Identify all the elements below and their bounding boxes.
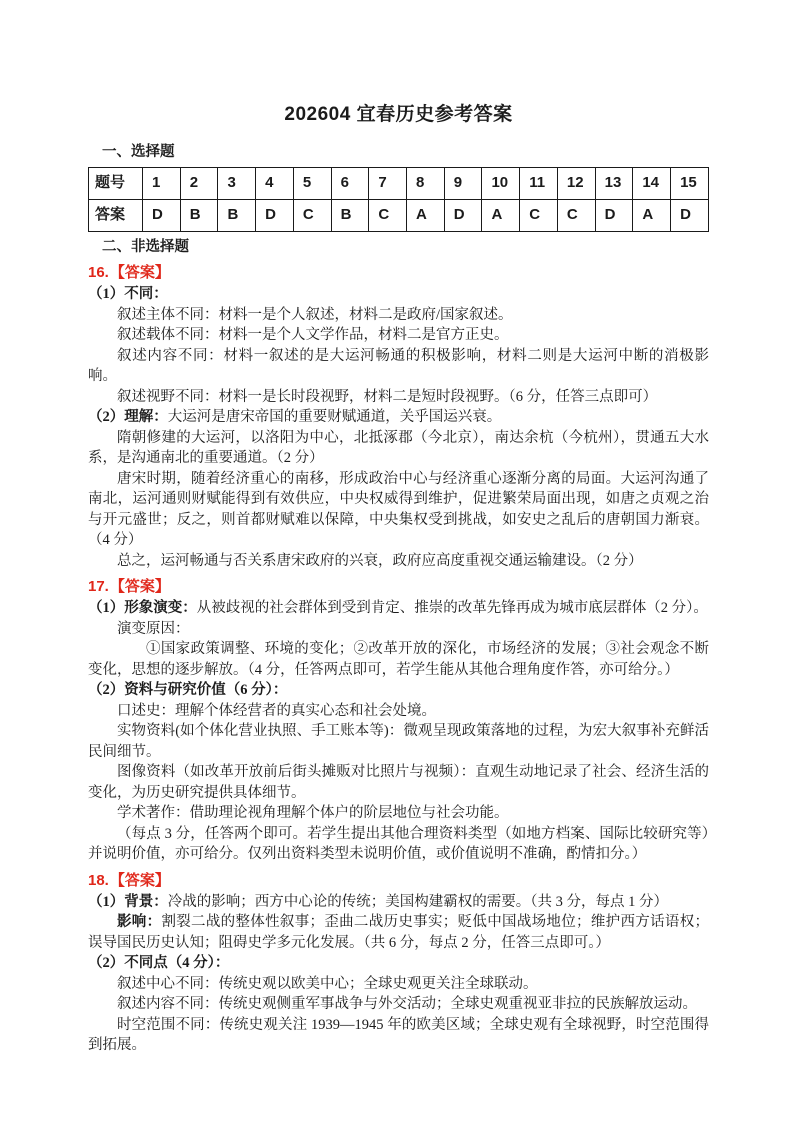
paragraph-label: 影响： <box>117 914 162 930</box>
answer-cell: A <box>407 199 445 231</box>
question-block <box>88 576 709 865</box>
table-row <box>89 199 709 231</box>
answer-cell: D <box>444 199 482 231</box>
answer-paragraph: 叙述视野不同：材料一是长时段视野，材料二是短时段视野。（6 分，任答三点即可） <box>117 388 658 405</box>
answer-cell: A <box>633 199 671 231</box>
answer-paragraph: 图像资料（如改革开放前后街头摊贩对比照片与视频）：直观生动地记录了社会、经济生活的变化，为历史研究提供具体细节。 <box>88 764 709 801</box>
question-number-cell: 13 <box>595 167 633 199</box>
answer-cell: A <box>482 199 520 231</box>
answer-paragraph: 总之，运河畅通与否关系唐宋政府的兴衰，政府应高度重视交通运输建设。（2 分） <box>117 552 643 569</box>
question-number-cell: 4 <box>256 167 294 199</box>
answer-cell: D <box>671 199 709 231</box>
question-number-cell: 14 <box>633 167 671 199</box>
paragraph-label: （1）背景： <box>88 893 168 910</box>
question-number-cell: 6 <box>331 167 369 199</box>
answer-paragraph: 叙述主体不同：材料一是个人叙述，材料二是政府/国家叙述。 <box>117 306 513 323</box>
answer-paragraph <box>88 680 709 701</box>
question-number-cell: 2 <box>180 167 218 199</box>
answer-paragraph: 叙述载体不同：材料一是个人文学作品，材料二是官方正史。 <box>117 327 509 343</box>
page-title: 202604 宜春历史参考答案 <box>284 104 513 125</box>
answer-paragraph: （每点 3 分，任答两个即可。若学生提出其他合理资料类型（如地方档案、国际比较研究等）并说明价值，亦可给分。仅列出资料类型未说明价值，或价值说明不准确，酌情扣分。） <box>88 825 709 862</box>
section-heading-choice: 一、选择题 <box>102 144 175 160</box>
answer-cell: C <box>293 199 331 231</box>
row-label-cell: 题号 <box>89 167 143 199</box>
answer-tag: 【答案】 <box>109 265 170 281</box>
answer-paragraph: 唐宋时期，随着经济重心的南移，形成政治中心与经济重心逐渐分离的局面。大运河沟通了南北，运河通则财赋能得到有效供应，中央权威得到维护，促进繁荣局面出现，如唐之贞观之治与开元盛世；反之，则首都财赋难以保障，中央集权受到挑战，如安史之乱后的唐朝国力渐衰。（4 分） <box>88 470 709 548</box>
answer-paragraph: 实物资料(如个体化营业执照、手工账本等)：微观呈现政策落地的过程，为宏大叙事补充鲜活民间细节。 <box>88 723 709 760</box>
question-number-cell: 7 <box>369 167 407 199</box>
row-label-cell: 答案 <box>89 199 143 231</box>
question-number: 17. <box>88 578 109 595</box>
paragraph-label: （2）不同点（4 分）： <box>88 955 230 971</box>
answer-paragraph <box>88 953 709 974</box>
answer-table <box>88 167 709 232</box>
answer-paragraph <box>88 284 709 305</box>
answer-cell: B <box>180 199 218 231</box>
answer-paragraph: 影响：割裂二战的整体性叙事；歪曲二战历史事实；贬低中国战场地位；维护西方话语权；误导国民历史认知；阻碍史学多元化发展。（共 6 分，每点 2 分，任答三点即可。） <box>88 914 710 951</box>
answer-paragraph: 叙述内容不同：传统史观侧重军事战争与外交活动；全球史观重视亚非拉的民族解放运动。 <box>117 996 697 1012</box>
question-number-cell: 5 <box>293 167 331 199</box>
answer-cell: C <box>369 199 407 231</box>
paragraph-label: （1）不同： <box>88 286 168 302</box>
paragraph-label: （1）形象演变： <box>88 600 197 616</box>
answer-tag: 【答案】 <box>109 579 170 595</box>
question-number-cell: 1 <box>143 167 181 199</box>
question-number: 18. <box>88 871 109 889</box>
question-number-cell: 8 <box>407 167 445 199</box>
question-block <box>88 870 709 1056</box>
table-row <box>89 167 709 199</box>
answer-heading <box>88 576 709 598</box>
answer-paragraph: 叙述中心不同：传统史观以欧美中心；全球史观更关注全球联动。 <box>117 975 538 992</box>
questions-container <box>88 262 709 1056</box>
answer-cell: C <box>557 199 595 231</box>
question-number-cell: 3 <box>218 167 256 199</box>
question-number-cell: 12 <box>557 167 595 199</box>
answer-paragraph: （1）背景：冷战的影响；西方中心论的传统；美国构建霸权的需要。（共 3 分，每点 1 分） <box>88 893 668 910</box>
answer-heading <box>88 262 709 284</box>
answer-paragraph: 演变原因： <box>117 620 190 637</box>
question-number-cell: 10 <box>482 167 520 199</box>
answer-heading <box>88 870 709 892</box>
question-number-cell: 11 <box>520 167 558 199</box>
answer-paragraph: 时空范围不同：传统史观关注 1939—1945 年的欧美区域；全球史观有全球视野，时空范围得到拓展。 <box>88 1016 709 1053</box>
question-number-cell: 15 <box>671 167 709 199</box>
answer-cell: D <box>143 199 181 231</box>
answer-cell: C <box>520 199 558 231</box>
answer-paragraph: 口述史：理解个体经营者的真实心态和社会处境。 <box>117 702 436 719</box>
answer-cell: D <box>256 199 294 231</box>
answer-paragraph: 学术著作：借助理论视角理解个体户的阶层地位与社会功能。 <box>117 805 509 821</box>
section-heading-non-choice: 二、非选择题 <box>102 238 189 255</box>
question-block <box>88 262 709 571</box>
answer-paragraph: ①国家政策调整、环境的变化；②改革开放的深化，市场经济的发展；③社会观念不断变化，思想的逐步解放。（4 分，任答两点即可，若学生能从其他合理角度作答，亦可给分。） <box>88 641 709 678</box>
paragraph-label: （2）资料与研究价值（6 分）： <box>88 682 288 698</box>
answer-tag: 【答案】 <box>109 872 170 889</box>
answer-paragraph: （1）形象演变：从被歧视的社会群体到受到肯定、推崇的改革先锋再成为城市底层群体（2 分）。 <box>88 600 708 616</box>
answer-cell: D <box>595 199 633 231</box>
answer-paragraph: 隋朝修建的大运河，以洛阳为中心，北抵涿郡（今北京），南达余杭（今杭州），贯通五大水系，是沟通南北的重要通道。（2 分） <box>88 429 709 466</box>
answer-paragraph: 叙述内容不同：材料一叙述的是大运河畅通的积极影响，材料二则是大运河中断的消极影响。 <box>88 347 709 384</box>
answer-cell: B <box>218 199 256 231</box>
answer-paragraph: （2）理解：大运河是唐宋帝国的重要财赋通道，关乎国运兴衰。 <box>88 409 502 425</box>
question-number-cell: 9 <box>444 167 482 199</box>
paragraph-label: （2）理解： <box>88 409 168 425</box>
answer-cell: B <box>331 199 369 231</box>
question-number: 16. <box>88 264 109 281</box>
